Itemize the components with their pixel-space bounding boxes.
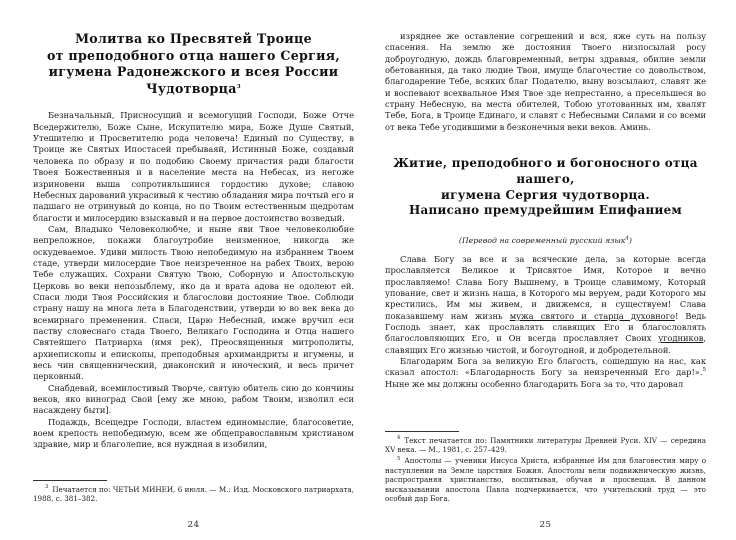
life-heading bbox=[385, 156, 706, 219]
prayer-heading bbox=[33, 31, 354, 97]
translator-note-closing: ) bbox=[629, 235, 633, 245]
page-left-body bbox=[33, 31, 354, 480]
left-footnote-1-marker: 3 bbox=[45, 484, 49, 491]
left-footnote-rule bbox=[33, 480, 107, 481]
prayer-heading-line-2: от преподобного отца нашего Сергия, bbox=[46, 47, 341, 63]
right-paragraph-2-after: Ныне же мы должны особенно благодарить Бога за то, что даровал bbox=[385, 378, 684, 389]
life-heading-line-3: Написано премудрейшим Епифанием bbox=[408, 203, 683, 218]
life-heading-line-1: Житие, преподобного и богоносного отца нашего, bbox=[393, 156, 698, 186]
translator-note bbox=[385, 236, 706, 245]
right-paragraph-2-footnote-marker: 5 bbox=[702, 367, 706, 374]
page-number-left: 24 bbox=[187, 520, 200, 530]
right-paragraph-2-before: Благодарим Бога за великую Его благость, сошедшую на нас, как сказал апостол: «Благодарность Богу за неизреченный Его дар!». bbox=[385, 356, 706, 378]
translator-note-footnote-marker: 4 bbox=[625, 235, 630, 242]
prayer-heading-line-3-text: игумена Радонежского и всея России Чудотворца bbox=[48, 64, 339, 96]
left-paragraph-1: Безначальный, Присносущий и всемогущий Господи, Боже Отче Вседержителю, Боже Сыне, Искупителю мира, Боже Душе Святый, Утешителю и Просветителю рода человеча! Единый по Существу, в Троице же Святых Ипостасей пребываяй, Истинный Боже, создавый человека по образу и по подобию Своему причастия ради благости Твоея Божественныя и в население места на Небесах, из негоже изриновени выша сопротивльшиися гордостию духове; славою Небесных дарований украсивый к честию обладания мира почтый его и падшаго не отринувый до конца, но по Твоим естественным щедротам благости и милосердию взыскавый и на первое достоинство возведый. bbox=[33, 110, 354, 223]
page-right-body bbox=[385, 31, 706, 431]
right-footnotes bbox=[385, 431, 706, 509]
right-paragraph-1 bbox=[385, 254, 706, 356]
right-paragraph-continued: изряднее же оставление согрешений и вся, яже суть на пользу спасения. На землю же достояния Твоего низпосылай росу доброугодную, дождь благовременный, ветры здравыя, обилие земли обетованныя, да тако людие Твои, имуще благочестие со довольством, благодарение Тебе, всяких благ Подателю, выну возсылают, славят же и воспевают всехвальное Имя Твое зде непрестанно, а пресельшеся во страну Небесную, на места обителей, Тобою уготованных им, хвалят Тебе, Бога, в Троице Единаго, и славят с Небесными Силами и со всеми от века Тебе угодившими в безконечныя веки веков. Аминь. bbox=[385, 31, 706, 132]
prayer-heading-footnote-marker: 3 bbox=[236, 83, 241, 90]
left-paragraph-4: Подаждь, Всещедре Господи, властем единомыслие, благосоветие, воем крепость непобедимую, всем же общеправославным христианом здравие, мир и благолепие, вся нуждная в изобилии, bbox=[33, 416, 354, 450]
left-paragraph-2: Сам, Владыко Человеколюбче, и ныне яви Твое человеколюбие непреложное, покажи благоутробие неизменное, никогда же оскудеваемое. Удиви милость Твою непобедимую на избраннем Твоем стаде, утверди милосердие Твое неизреченное на рабех Твоих, верою Тебе служащих. Сохрани Святую Твою, Соборную и Апостольскую Церковь во веки непозыблему, яко да и врата адова не одолеют ей. Спаси люди Твоя Российския и благослови достояние Твое. Соблюди страну нашу на многа лета в Благоденствии, утверди ю во век века до всемирнаго пременения. Спаси, Царю Небесный, имже вручил еси паству словеснаго стада Твоего, Великаго Господина и Отца нашего Святейшего Патриарха (имя рек), Преосвященныя митрополиты, архиепископы и епископы, преподобныя архимандриты и игумены, и весь чин священнический, диаконский и иноческий, и весь причет церковный. bbox=[33, 223, 354, 382]
left-footnotes bbox=[33, 480, 354, 509]
right-footnote-1 bbox=[385, 436, 706, 455]
right-footnote-1-marker: 4 bbox=[397, 435, 401, 442]
right-footnote-1-text: Текст печатается по: Памятники литературы Древней Руси. XIV — середина XV века. — М., 1981, с. 257–429. bbox=[385, 435, 706, 455]
right-footnote-2-marker: 5 bbox=[397, 455, 401, 462]
right-footnote-2-text: Апостолы — ученики Иисуса Христа, избранные Им для благовестия миру о наступлении на Земле царствия Божия. Апостолы вели подвижническую жизнь, распространяя христианство, воспитывая, обучая и просвещая. В данном высказывании апостола Павла подчеркивается, что учительский труд — это особый дар Бога. bbox=[385, 456, 706, 504]
right-paragraph-1-post: , славящих Его жизнью чистой, и богоугодной, и добродетельной. bbox=[385, 333, 706, 355]
right-paragraph-1-underline-1: мужа святого и старца духовного bbox=[509, 310, 675, 321]
right-paragraph-2 bbox=[385, 356, 706, 390]
left-paragraph-3: Снабдевай, всемилостивый Творче, святую обитель сию до кончины веков, яко виноград Свой [ему же мною, рабом Твоим, изволил еси насаждену быти]. bbox=[33, 382, 354, 416]
life-heading-line-2: игумена Сергия чудотворца. bbox=[440, 187, 650, 202]
page-right bbox=[368, 0, 736, 540]
right-paragraph-1-underline-2: угодников bbox=[658, 333, 704, 344]
right-paragraph-1-mid: ! Ведь Господь знает, как прославлять славящих Его и благословлять благословляющих Его, и Он всегда прославляет Своих bbox=[385, 310, 706, 344]
left-footnote-1 bbox=[33, 485, 354, 504]
right-footnote-2 bbox=[385, 456, 706, 504]
prayer-heading-line-1: Молитва ко Пресвятей Троице bbox=[75, 31, 312, 46]
right-paragraph-1-pre: Слава Богу за все и за всяческие дела, за которые всегда прославляется Великое и Трисвятое Имя, Которое и вечно прославляемо! Слава Богу Вышнему, в Троице славимому, Который упование, свет и жизнь наша, в Которого мы веруем, ради Которого мы крестились, Им мы живем, и движемся, и существуем! Слава показавшему нам жизнь bbox=[385, 253, 706, 321]
right-footnote-rule bbox=[385, 431, 459, 432]
prayer-heading-line-3 bbox=[33, 64, 354, 97]
left-footnote-1-text: Печатается по: ЧЕТЬИ МИНЕИ, 6 июля. — М.: Изд. Московского патриархата, 1988, с. 381–382. bbox=[33, 484, 354, 504]
translator-note-text: (Перевод на современный русский язык bbox=[458, 235, 626, 245]
page-number-right: 25 bbox=[539, 520, 552, 530]
